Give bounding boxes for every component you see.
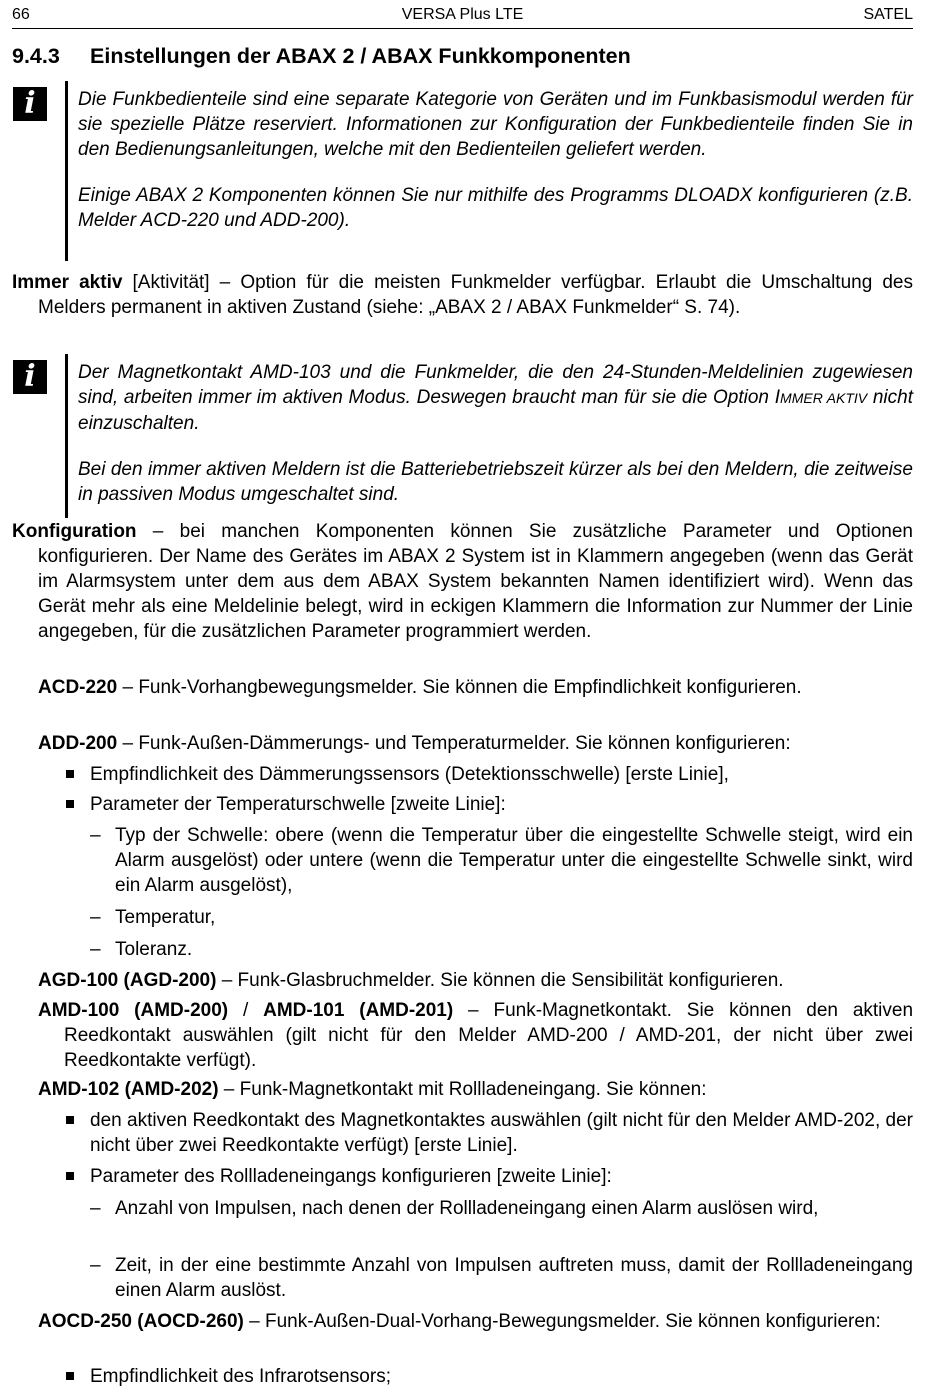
- bullet-item: den aktiven Reedkontakt des Magnetkontaktes auswählen (gilt nicht für den Melder AMD-202, der nicht über zwei Reedkontakte verfügt) [erste Linie].: [64, 1108, 913, 1158]
- device-item-amd100: [38, 998, 913, 1073]
- bullet-item: Empfindlichkeit des Dämmerungssensors (Detektionsschwelle) [erste Linie],: [64, 762, 913, 787]
- device-name: AMD-102 (AMD-202): [38, 1079, 219, 1100]
- device-item-amd102: [38, 1077, 913, 1102]
- device-description: – Funk-Außen-Dämmerungs- und Temperaturmelder. Sie können konfigurieren:: [117, 733, 791, 754]
- dash-item: – Temperatur,: [90, 905, 913, 930]
- device-item-aocd250: [38, 1309, 913, 1334]
- section-heading: [12, 44, 631, 69]
- device-description: – Funk-Magnetkontakt mit Rollladeneingang. Sie können:: [218, 1079, 707, 1100]
- device-item-add200: [38, 731, 913, 756]
- info-note-1: [12, 81, 913, 261]
- note-text-part: nicht einzuschalten.: [78, 387, 913, 434]
- info-icon: i: [13, 360, 47, 394]
- device-item-agd100: [38, 968, 913, 993]
- note-text: [78, 360, 913, 507]
- note-paragraph: Einige ABAX 2 Komponenten können Sie nur mithilfe des Programms DLOADX konfigurieren (z.B. Melder ACD-220 und ADD-200).: [78, 185, 913, 231]
- konfiguration-paragraph: [12, 519, 913, 644]
- device-description: – Funk-Magnetkontakt. Sie können den aktiven Reedkontakt auswählen (gilt nicht für den Melder AMD-200 / AMD-201, der nicht über zwei Reedkontakte verfügt).: [64, 1000, 914, 1071]
- dash-item: – Zeit, in der eine bestimmte Anzahl von Impulsen auftreten muss, damit der Rollladeneingang einen Alarm auslöst.: [90, 1253, 913, 1303]
- dash-item: – Anzahl von Impulsen, nach denen der Rollladeneingang einen Alarm auslösen wird,: [90, 1196, 913, 1221]
- bullet-item: Parameter der Temperaturschwelle [zweite Linie]:: [64, 792, 913, 817]
- note-text-part: Der Magnetkontakt AMD-103 und die Funkmelder, die den 24-Stunden-Meldelinien zugewiesen sind, arbeiten immer im aktiven Modus. Deswegen braucht man für sie die Option I: [78, 362, 913, 408]
- note-paragraph: Bei den immer aktiven Meldern ist die Batteriebetriebszeit kürzer als bei den Meldern, die zeitweise in passiven Modus umgeschaltet sind.: [78, 459, 913, 505]
- section-number: 9.4.3: [12, 44, 60, 68]
- device-description: – Funk-Außen-Dual-Vorhang-Bewegungsmelder. Sie können konfigurieren:: [243, 1311, 881, 1332]
- info-icon: i: [13, 87, 47, 121]
- bullet-item: Parameter des Rollladeneingangs konfigurieren [zweite Linie]:: [64, 1164, 913, 1189]
- note-paragraph: Die Funkbedienteile sind eine separate Kategorie von Geräten und im Funkbasismodul werden für sie spezielle Plätze reserviert. Informationen zur Konfiguration der Funkbedienteile finden Sie in den Bedienungsanleitungen, welche mit den Bedienteilen geliefert werden.: [78, 89, 913, 160]
- paragraph-text: [Aktivität] – Option für die meisten Funkmelder verfügbar. Erlaubt die Umschaltung des Melders permanent in aktiven Zustand (siehe: „ABAX 2 / ABAX Funkmelder“ S. 74).: [38, 272, 913, 318]
- document-title: VERSA Plus LTE: [401, 6, 524, 23]
- device-name: AMD-101 (AMD-201): [263, 1000, 454, 1021]
- device-description: – Funk-Vorhangbewegungsmelder. Sie können die Empfindlichkeit konfigurieren.: [117, 677, 802, 698]
- section-title: Einstellungen der ABAX 2 / ABAX Funkkomponenten: [90, 44, 631, 68]
- note-divider: [65, 81, 68, 261]
- info-note-2: [12, 354, 913, 518]
- dash-item: – Toleranz.: [90, 937, 913, 962]
- page-number: 66: [12, 6, 30, 23]
- device-name: AMD-100 (AMD-200): [38, 1000, 229, 1021]
- option-name-smallcaps: MMER AKTIV: [780, 390, 868, 406]
- device-name: AOCD-250 (AOCD-260): [38, 1311, 244, 1332]
- term-konfiguration: Konfiguration: [12, 521, 137, 542]
- separator: /: [228, 1000, 264, 1021]
- dash-item: – Typ der Schwelle: obere (wenn die Temperatur über die eingestellte Schwelle steigt, wird ein Alarm ausgelöst) oder untere (wenn die Temperatur unter die eingestellte Schwelle sinkt, wird ein Alarm ausgelöst),: [90, 823, 913, 898]
- paragraph-text: – bei manchen Komponenten können Sie zusätzliche Parameter und Optionen konfigurieren. Der Name des Gerätes im ABAX 2 System ist in Klammern angegeben (wenn das Gerät im Alarmsystem unter dem aus dem ABAX System bekannten Namen identifiziert wird). Wenn das Gerät mehr als eine Meldelinie belegt, wird in eckigen Klammern die Information zur Nummer der Linie angegeben, für die zusätzlichen Parameter programmiert werden.: [38, 521, 913, 642]
- device-name: ACD-220: [38, 677, 118, 698]
- device-description: – Funk-Glasbruchmelder. Sie können die Sensibilität konfigurieren.: [216, 970, 784, 991]
- term-immer-aktiv: Immer aktiv: [12, 272, 123, 293]
- bullet-item: Empfindlichkeit des Infrarotsensors;: [64, 1364, 913, 1389]
- note-paragraph: [78, 360, 913, 436]
- immer-aktiv-paragraph: [12, 270, 913, 320]
- note-divider: [65, 354, 68, 518]
- device-item-acd220: [38, 675, 913, 700]
- page-header: [12, 6, 913, 29]
- device-name: ADD-200: [38, 733, 118, 754]
- device-name: AGD-100 (AGD-200): [38, 970, 217, 991]
- brand-name: SATEL: [863, 6, 913, 23]
- note-text: [78, 87, 913, 233]
